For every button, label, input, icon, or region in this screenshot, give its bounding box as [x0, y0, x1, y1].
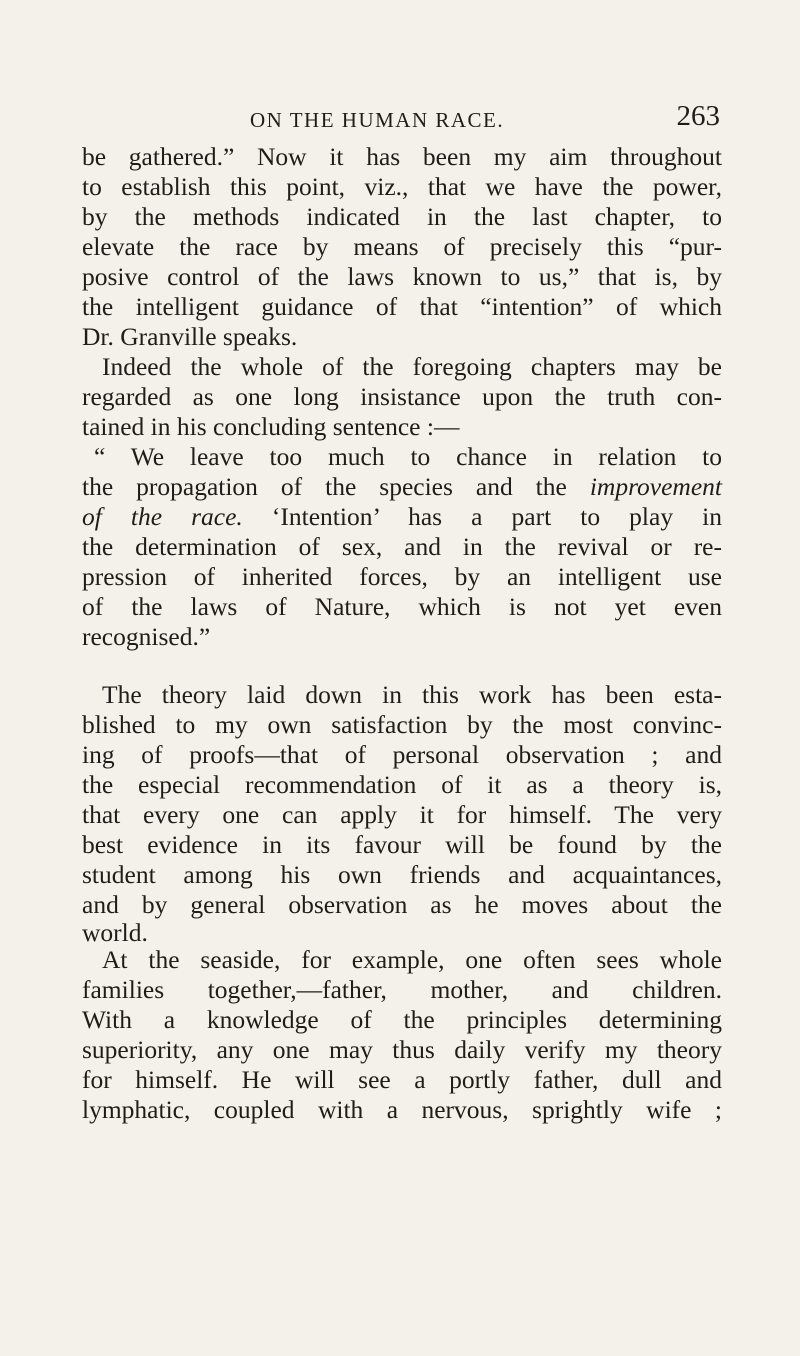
text-line [82, 472, 722, 502]
paragraph-1 [82, 142, 722, 352]
text-line: lymphatic, coupled with a nervous, sprightly wife ; [82, 1095, 722, 1124]
paragraph-4 [82, 945, 722, 1125]
text-line: families together,—father, mother, and children. [82, 975, 722, 1004]
text-line: regarded as one long insistance upon the truth con- [82, 382, 722, 411]
text-line: ing of proofs—that of personal observation ; and [82, 740, 722, 769]
text-line: student among his own friends and acquaintances, [82, 860, 722, 889]
text-line: At the seaside, for example, one often sees whole [102, 945, 722, 974]
text-line [82, 502, 722, 532]
text-line: the especial recommendation of it as a theory is, [82, 770, 722, 799]
italic-text: of the race. [82, 502, 243, 531]
text-line: “ We leave too much to chance in relation to [94, 442, 722, 471]
text-line: elevate the race by means of precisely this “pur- [82, 232, 722, 261]
text-span: ‘Intention’ has a part to play in [242, 502, 722, 531]
text-line: the intelligent guidance of that “intention” of which [82, 292, 722, 321]
text-line: best evidence in its favour will be found by the [82, 830, 722, 859]
text-line: recognised.” [82, 622, 211, 651]
text-line: be gathered.” Now it has been my aim throughout [82, 142, 722, 171]
text-line: superiority, any one may thus daily verify my theory [82, 1035, 722, 1064]
text-line: pression of inherited forces, by an intelligent use [82, 562, 722, 591]
text-line: blished to my own satisfaction by the most convinc- [82, 710, 722, 739]
page-number: 263 [676, 100, 720, 132]
text-line: to establish this point, viz., that we have the power, [82, 172, 722, 201]
block-quote [82, 442, 722, 652]
text-line: the determination of sex, and in the revival or re- [82, 532, 722, 561]
text-line: that every one can apply it for himself. The very [82, 800, 722, 829]
text-line: for himself. He will see a portly father, dull and [82, 1065, 722, 1094]
text-line: posive control of the laws known to us,” that is, by [82, 262, 722, 291]
italic-text: improvement [589, 472, 722, 501]
text-line: and by general observation as he moves about the [82, 890, 722, 919]
body-text [82, 142, 722, 1125]
text-line: Dr. Granville speaks. [82, 322, 298, 351]
text-line: With a knowledge of the principles determining [82, 1005, 722, 1034]
text-line: world. [82, 918, 148, 947]
text-line: by the methods indicated in the last chapter, to [82, 202, 722, 231]
text-line: of the laws of Nature, which is not yet even [82, 592, 722, 621]
paragraph-3 [82, 680, 722, 945]
text-span: the propagation of the species and the [82, 472, 590, 501]
running-head: ON THE HUMAN RACE. [250, 108, 505, 132]
text-line: tained in his concluding sentence :— [82, 412, 460, 441]
paragraph-2 [82, 352, 722, 442]
text-line: Indeed the whole of the foregoing chapters may be [102, 352, 722, 381]
text-line: The theory laid down in this work has been esta- [102, 680, 722, 709]
paragraph-gap [82, 652, 722, 680]
